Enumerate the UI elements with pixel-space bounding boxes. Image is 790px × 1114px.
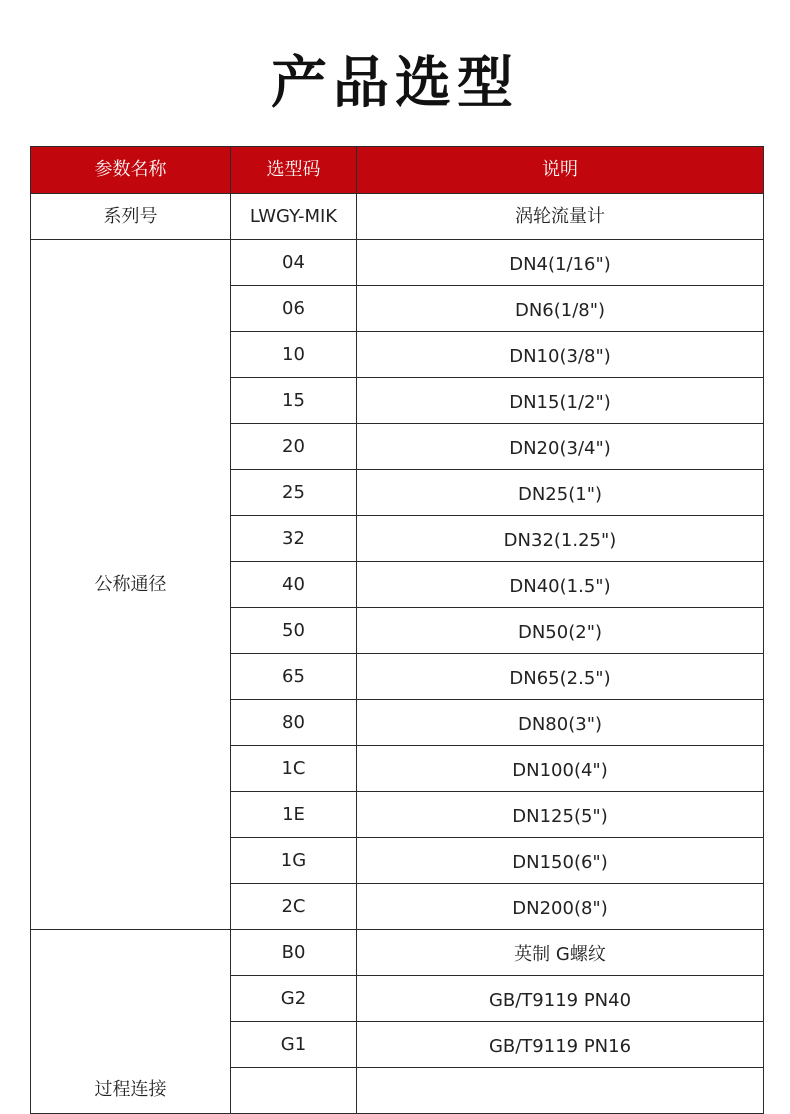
code-cell: 1C xyxy=(231,746,357,792)
desc-cell: DN150(6") xyxy=(357,838,764,884)
header-param-name: 参数名称 xyxy=(31,147,231,194)
desc-cell: DN65(2.5") xyxy=(357,654,764,700)
desc-cell: DN4(1/16") xyxy=(357,240,764,286)
code-cell: 50 xyxy=(231,608,357,654)
desc-cell: DN200(8") xyxy=(357,884,764,930)
desc-series: 涡轮流量计 xyxy=(357,194,764,240)
param-nominal-diameter: 公称通径 xyxy=(31,240,231,930)
desc-cell: DN40(1.5") xyxy=(357,562,764,608)
product-selection-table xyxy=(30,146,764,1114)
table-row xyxy=(31,240,764,286)
code-cell: 1G xyxy=(231,838,357,884)
desc-cell: GB/T9119 PN40 xyxy=(357,976,764,1022)
code-cell: 20 xyxy=(231,424,357,470)
code-cell: 65 xyxy=(231,654,357,700)
code-cell: 15 xyxy=(231,378,357,424)
table-row-series xyxy=(31,194,764,240)
param-series: 系列号 xyxy=(31,194,231,240)
code-cell: 2C xyxy=(231,884,357,930)
desc-cell-empty xyxy=(357,1068,764,1114)
desc-cell: DN125(5") xyxy=(357,792,764,838)
desc-cell: DN50(2") xyxy=(357,608,764,654)
desc-cell: DN100(4") xyxy=(357,746,764,792)
header-row xyxy=(31,147,764,194)
desc-cell: DN32(1.25") xyxy=(357,516,764,562)
code-cell: G1 xyxy=(231,1022,357,1068)
header-code: 选型码 xyxy=(231,147,357,194)
code-cell: 1E xyxy=(231,792,357,838)
code-cell: 04 xyxy=(231,240,357,286)
desc-cell: GB/T9119 PN16 xyxy=(357,1022,764,1068)
desc-cell: DN15(1/2") xyxy=(357,378,764,424)
code-cell: 10 xyxy=(231,332,357,378)
code-cell: G2 xyxy=(231,976,357,1022)
code-cell-empty xyxy=(231,1068,357,1114)
desc-cell: DN10(3/8") xyxy=(357,332,764,378)
code-cell: 32 xyxy=(231,516,357,562)
code-cell: B0 xyxy=(231,930,357,976)
page-title: 产品选型 xyxy=(271,51,519,116)
desc-cell: DN20(3/4") xyxy=(357,424,764,470)
desc-cell: 英制 G螺纹 xyxy=(357,930,764,976)
table-row xyxy=(31,930,764,976)
desc-cell: DN6(1/8") xyxy=(357,286,764,332)
code-cell: 25 xyxy=(231,470,357,516)
code-cell: 06 xyxy=(231,286,357,332)
code-cell: 80 xyxy=(231,700,357,746)
desc-cell: DN25(1") xyxy=(357,470,764,516)
table-body xyxy=(31,194,764,1114)
desc-cell: DN80(3") xyxy=(357,700,764,746)
code-series: LWGY-MIK xyxy=(231,194,357,240)
code-cell: 40 xyxy=(231,562,357,608)
param-process-connection: 过程连接 xyxy=(31,930,231,1114)
header-description: 说明 xyxy=(357,147,764,194)
table-header xyxy=(31,147,764,194)
